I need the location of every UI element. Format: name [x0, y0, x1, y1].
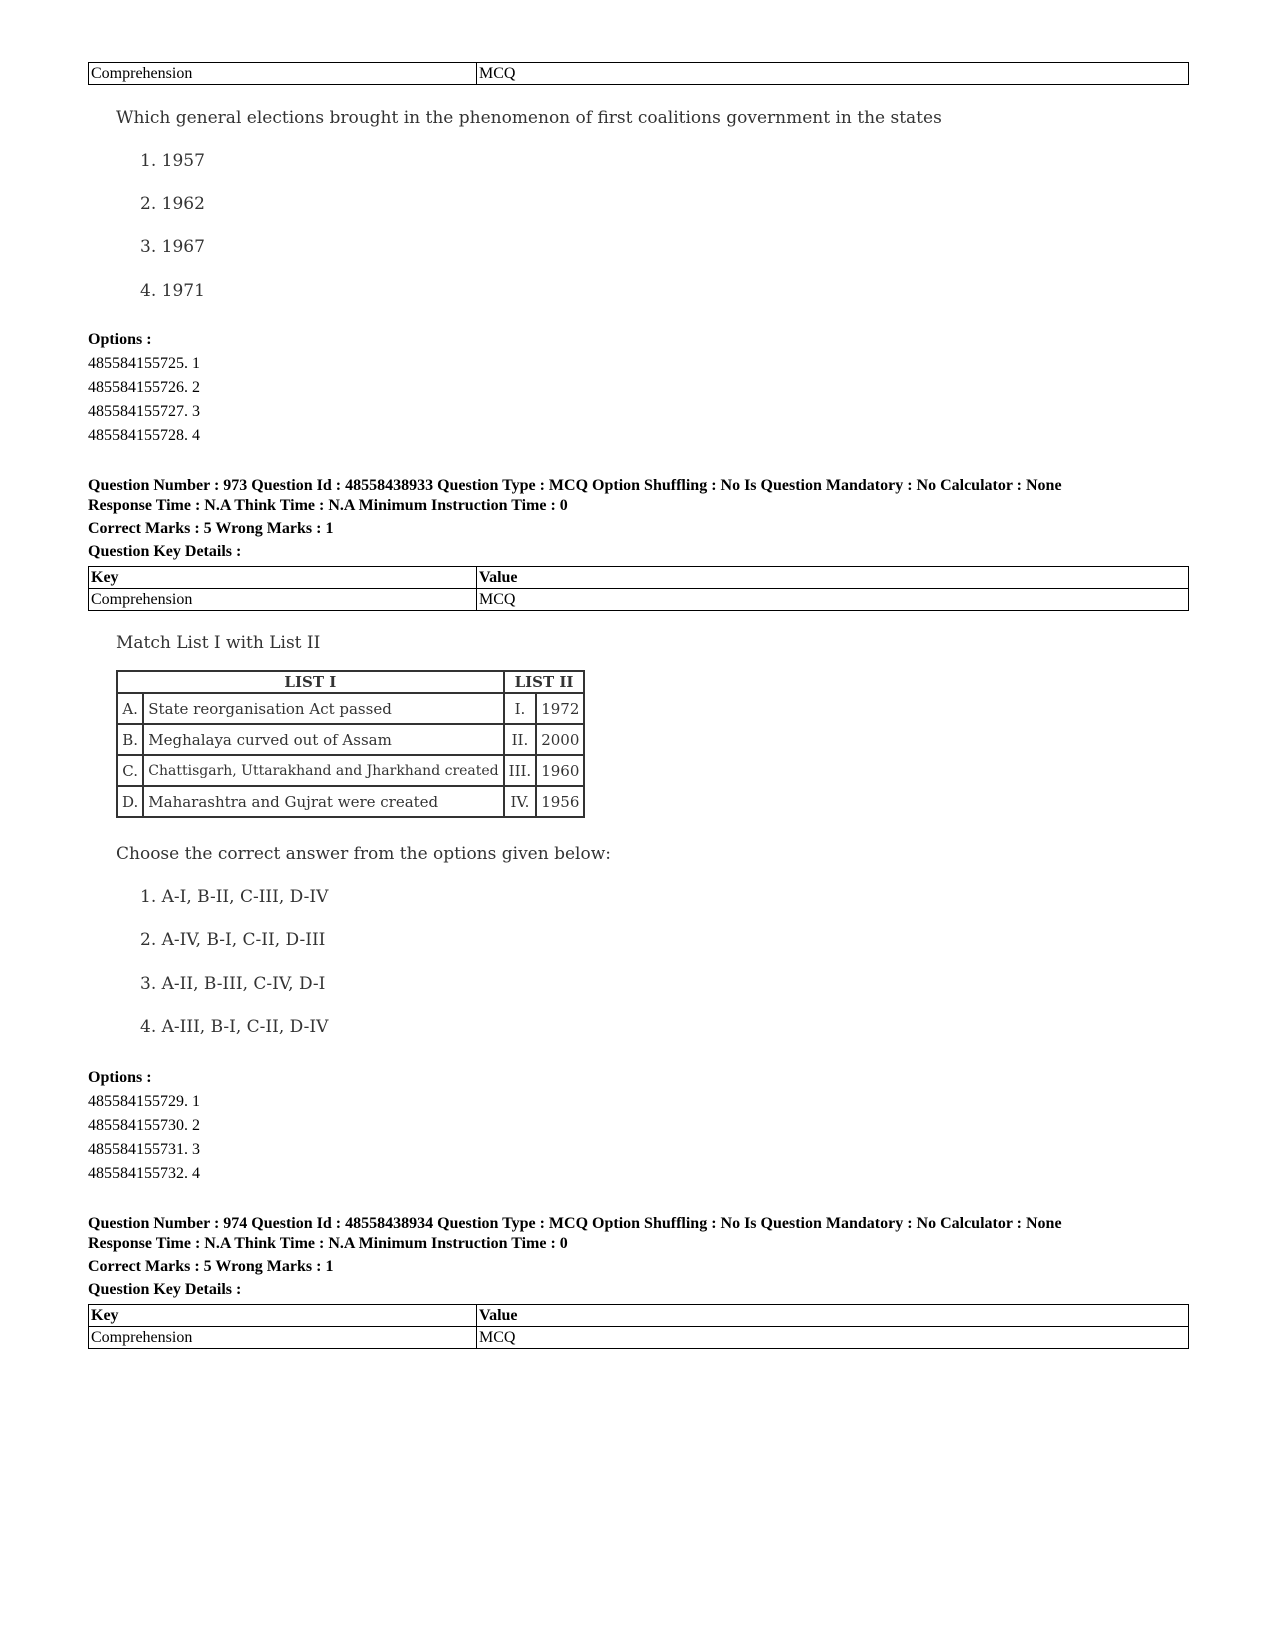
header-key: Key: [89, 567, 477, 589]
choice-4: 4. 1971: [140, 281, 205, 301]
table-row: [89, 589, 1189, 611]
row-numeral: I.: [504, 693, 537, 724]
question-973-key-table: [88, 566, 1189, 611]
key-cell: Comprehension: [89, 1327, 477, 1349]
list1-item: Meghalaya curved out of Assam: [143, 724, 503, 755]
option-item: 485584155728. 4: [88, 427, 200, 444]
header-value: Value: [477, 1305, 1189, 1327]
match-row: [117, 755, 584, 786]
list2-item: 1960: [536, 755, 584, 786]
option-item: 485584155730. 2: [88, 1117, 200, 1134]
match-row: [117, 693, 584, 724]
choose-text: Choose the correct answer from the options given below:: [116, 844, 611, 864]
marks-line: Correct Marks : 5 Wrong Marks : 1: [88, 1258, 334, 1275]
option-item: 485584155729. 1: [88, 1093, 200, 1110]
question-973-options: [88, 1066, 1189, 1186]
key-cell: Comprehension: [89, 63, 477, 85]
option-item: 485584155726. 2: [88, 379, 200, 396]
row-numeral: IV.: [504, 786, 537, 817]
question-meta-line: Question Number : 974 Question Id : 48558438934 Question Type : MCQ Option Shuffling : No Is Question Mandatory : No Calculator : None: [88, 1215, 1062, 1232]
row-numeral: II.: [504, 724, 537, 755]
table-header-row: [89, 567, 1189, 589]
option-item: 485584155731. 3: [88, 1141, 200, 1158]
options-label: Options :: [88, 1069, 152, 1086]
question-text: Which general elections brought in the phenomenon of first coalitions government in the states: [116, 108, 942, 128]
list1-item: State reorganisation Act passed: [143, 693, 503, 724]
table-row: [89, 1327, 1189, 1349]
choice-1: 1. A-I, B-II, C-III, D-IV: [140, 887, 329, 907]
list2-item: 1972: [536, 693, 584, 724]
header-value: Value: [477, 567, 1189, 589]
question-meta-line: Response Time : N.A Think Time : N.A Minimum Instruction Time : 0: [88, 497, 568, 514]
match-header-row: [117, 671, 584, 693]
choice-4: 4. A-III, B-I, C-II, D-IV: [140, 1017, 329, 1037]
list1-header: LIST I: [117, 671, 504, 693]
question-meta-line: Response Time : N.A Think Time : N.A Minimum Instruction Time : 0: [88, 1235, 568, 1252]
value-cell: MCQ: [477, 63, 1189, 85]
row-letter: C.: [117, 755, 143, 786]
value-cell: MCQ: [477, 1327, 1189, 1349]
key-cell: Comprehension: [89, 589, 477, 611]
question-974-key-table: [88, 1304, 1189, 1349]
marks-line: Correct Marks : 5 Wrong Marks : 1: [88, 520, 334, 537]
row-letter: D.: [117, 786, 143, 817]
match-row: [117, 724, 584, 755]
question-974-meta: [88, 1214, 1189, 1300]
top-key-table: [88, 62, 1189, 85]
choice-2: 2. A-IV, B-I, C-II, D-III: [140, 930, 326, 950]
options-label: Options :: [88, 331, 152, 348]
header-key: Key: [89, 1305, 477, 1327]
row-letter: A.: [117, 693, 143, 724]
option-item: 485584155732. 4: [88, 1165, 200, 1182]
question-meta-line: Question Number : 973 Question Id : 48558438933 Question Type : MCQ Option Shuffling : No Is Question Mandatory : No Calculator : None: [88, 477, 1062, 494]
choice-3: 3. 1967: [140, 237, 205, 257]
row-numeral: III.: [504, 755, 537, 786]
match-row: [117, 786, 584, 817]
choice-1: 1. 1957: [140, 151, 205, 171]
question-972-options: [88, 328, 1189, 448]
key-details-label: Question Key Details :: [88, 543, 242, 560]
choice-2: 2. 1962: [140, 194, 205, 214]
choice-3: 3. A-II, B-III, C-IV, D-I: [140, 974, 326, 994]
value-cell: MCQ: [477, 589, 1189, 611]
list1-item: Maharashtra and Gujrat were created: [143, 786, 503, 817]
match-table: [116, 670, 585, 818]
match-table-wrap: [116, 670, 585, 818]
question-text: Match List I with List II: [116, 633, 321, 653]
question-973-meta: [88, 476, 1189, 562]
list2-header: LIST II: [504, 671, 585, 693]
row-letter: B.: [117, 724, 143, 755]
list2-item: 2000: [536, 724, 584, 755]
option-item: 485584155725. 1: [88, 355, 200, 372]
table-row: [89, 63, 1189, 85]
list2-item: 1956: [536, 786, 584, 817]
list1-item: Chattisgarh, Uttarakhand and Jharkhand created: [143, 755, 503, 786]
table-header-row: [89, 1305, 1189, 1327]
option-item: 485584155727. 3: [88, 403, 200, 420]
key-details-label: Question Key Details :: [88, 1281, 242, 1298]
